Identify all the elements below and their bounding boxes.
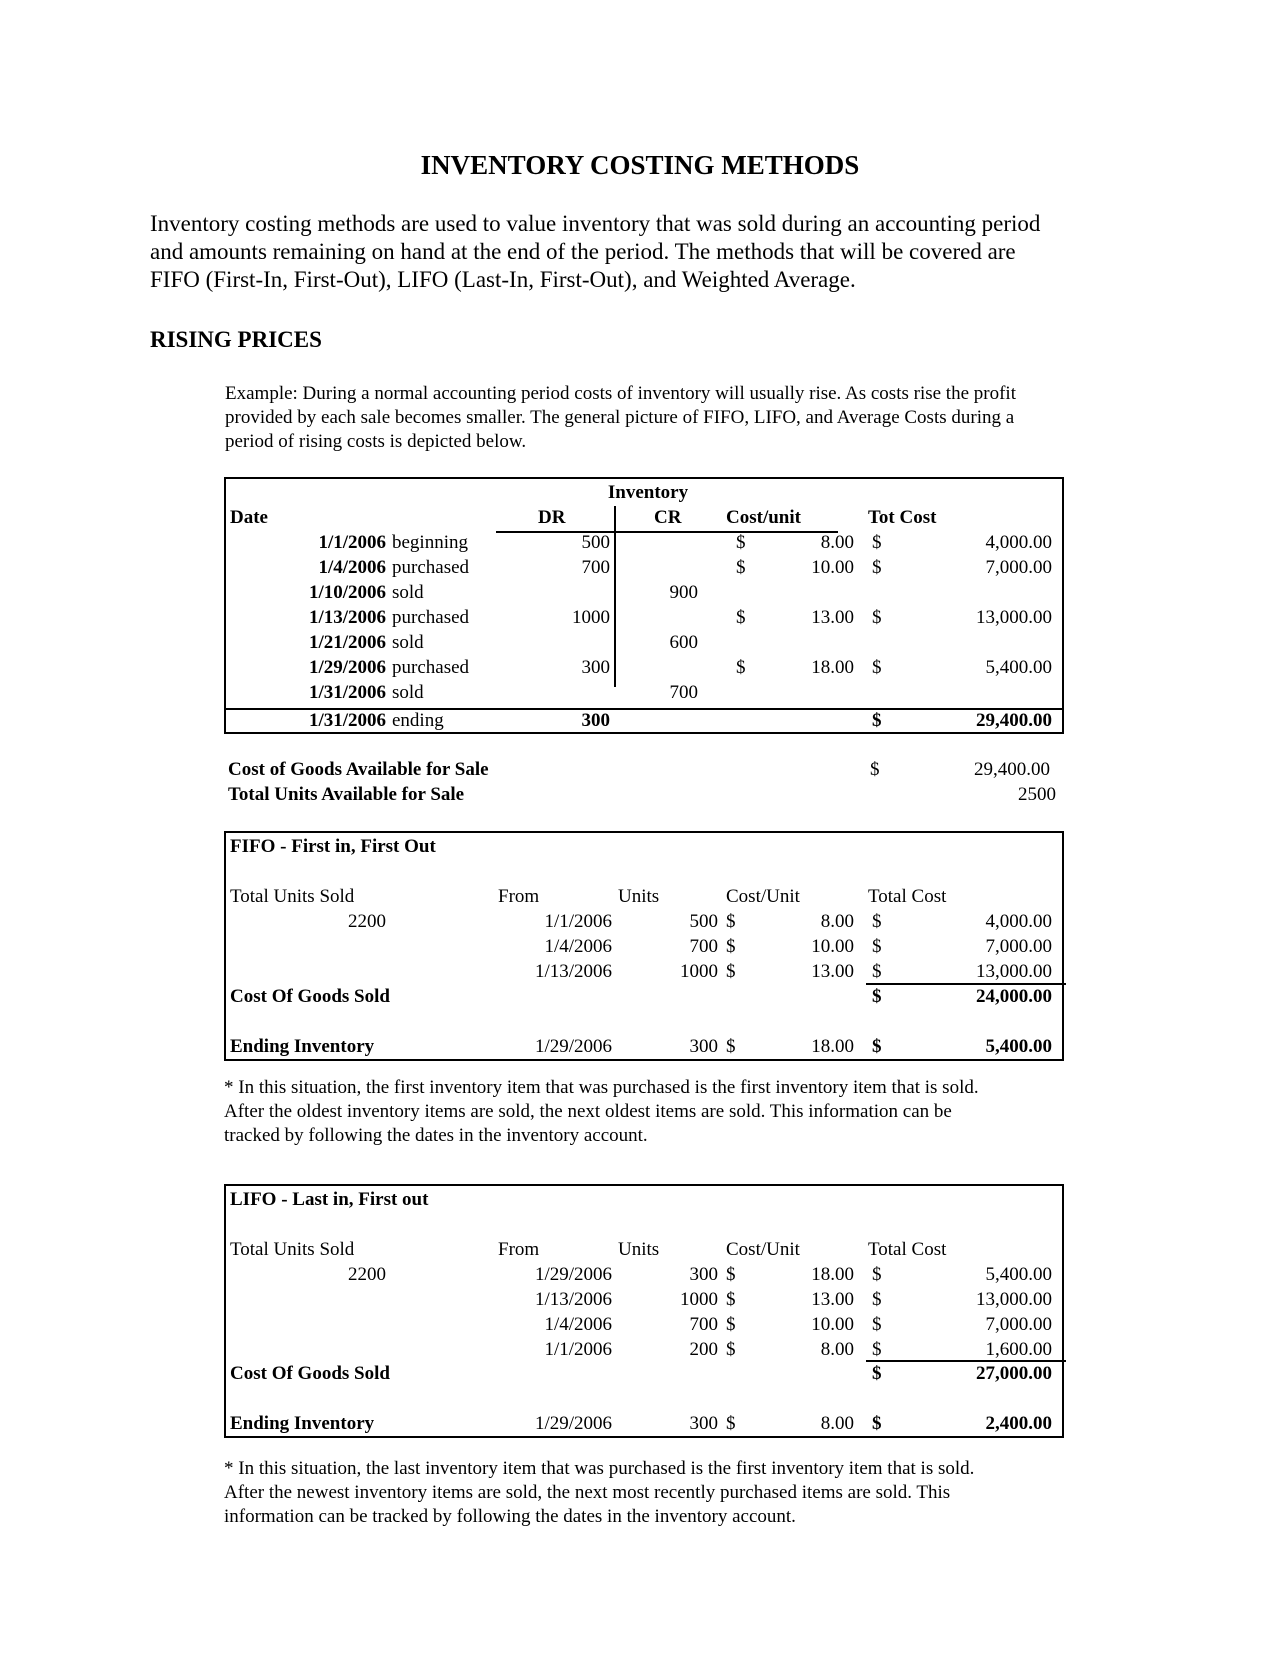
note-line: tracked by following the dates in the inventory account.	[224, 1125, 648, 1146]
cogs-value: 27,000.00	[976, 1363, 1052, 1384]
row-cost-currency: $	[726, 1339, 736, 1360]
row-total-currency: $	[872, 936, 882, 957]
lifo-note	[224, 1457, 1124, 1529]
cogas-currency: $	[870, 759, 880, 780]
ending-inventory-label: Ending Inventory	[230, 1036, 375, 1057]
row-cost-currency: $	[726, 1264, 736, 1285]
intro-line: Inventory costing methods are used to value inventory that was sold during an accounting period	[150, 211, 1041, 236]
units-available-value: 2500	[1018, 784, 1056, 805]
note-line: * In this situation, the first inventory item that was purchased is the first inventory item that is sold.	[224, 1077, 979, 1098]
row-total-currency: $	[872, 657, 882, 678]
inventory-group-header: Inventory	[607, 482, 689, 503]
cost-unit-header: Cost/Unit	[726, 886, 800, 907]
row-cost-per-unit: 13.00	[811, 961, 854, 982]
row-cost-currency: $	[736, 657, 746, 678]
row-cost-per-unit: 18.00	[811, 657, 854, 678]
row-total-cost: 1,600.00	[985, 1339, 1052, 1360]
row-total-cost: 13,000.00	[976, 961, 1052, 982]
row-total-cost: 13,000.00	[976, 1289, 1052, 1310]
row-description: purchased	[392, 657, 470, 678]
cogs-value: 24,000.00	[976, 986, 1052, 1007]
row-cost-per-unit: 8.00	[820, 911, 854, 932]
row-cost-currency: $	[736, 532, 746, 553]
fifo-title: FIFO - First in, First Out	[230, 836, 436, 857]
cost-unit-header: Cost/Unit	[726, 1239, 800, 1260]
cogs-label: Cost Of Goods Sold	[230, 986, 390, 1007]
example-paragraph	[225, 382, 1125, 454]
cogs-currency: $	[872, 1363, 882, 1384]
row-from-date: 1/13/2006	[534, 961, 612, 982]
note-line: After the oldest inventory items are sold, the next oldest items are sold. This information can be	[224, 1101, 952, 1122]
from-header: From	[498, 1239, 540, 1260]
row-total-cost: 4,000.00	[985, 911, 1052, 932]
row-cost-per-unit: 10.00	[811, 936, 854, 957]
ending-total: 2,400.00	[985, 1413, 1052, 1434]
row-date: 1/13/2006	[308, 607, 386, 628]
example-line: provided by each sale becomes smaller. The general picture of FIFO, LIFO, and Average Costs during a	[225, 407, 1015, 428]
row-units: 700	[689, 936, 718, 957]
example-line: period of rising costs is depicted below.	[225, 431, 527, 452]
ending-cost-currency: $	[726, 1413, 736, 1434]
fifo-table	[224, 831, 1064, 1061]
ending-total: 5,400.00	[985, 1036, 1052, 1057]
row-cost-per-unit: 13.00	[811, 1289, 854, 1310]
row-cost-per-unit: 8.00	[820, 532, 854, 553]
row-from-date: 1/4/2006	[544, 1314, 612, 1335]
fifo-note	[224, 1076, 1124, 1148]
note-line: After the newest inventory items are sold, the next most recently purchased items are sold. This	[224, 1482, 951, 1503]
row-cost-currency: $	[726, 1314, 736, 1335]
row-total-cost: 13,000.00	[976, 607, 1052, 628]
row-description: sold	[392, 632, 424, 653]
row-total-cost: 7,000.00	[985, 1314, 1052, 1335]
units-sold-value: 2200	[348, 1264, 386, 1285]
date-header: Date	[230, 507, 268, 528]
row-cost-currency: $	[726, 1289, 736, 1310]
row-cost-currency: $	[726, 911, 736, 932]
cost-unit-header: Cost/unit	[726, 507, 801, 528]
row-total-currency: $	[872, 1314, 882, 1335]
row-units: 1000	[680, 961, 718, 982]
row-credit: 900	[669, 582, 698, 603]
row-cost-per-unit: 18.00	[811, 1264, 854, 1285]
row-cost-currency: $	[726, 961, 736, 982]
row-description: purchased	[392, 607, 470, 628]
row-cost-currency: $	[726, 936, 736, 957]
ending-cost: 8.00	[820, 1413, 854, 1434]
row-date: 1/1/2006	[318, 532, 386, 553]
row-credit: 700	[669, 682, 698, 703]
intro-line: and amounts remaining on hand at the end of the period. The methods that will be covered are	[150, 239, 1016, 264]
row-date: 1/21/2006	[308, 632, 386, 653]
row-total-currency: $	[872, 607, 882, 628]
section-heading: RISING PRICES	[150, 327, 322, 352]
lifo-table	[224, 1184, 1064, 1438]
row-description: purchased	[392, 557, 470, 578]
ending-total-currency: $	[872, 1413, 882, 1434]
units-sold-header: Total Units Sold	[230, 886, 355, 907]
row-units: 1000	[680, 1289, 718, 1310]
row-description: beginning	[392, 532, 468, 553]
row-total-currency: $	[872, 1289, 882, 1310]
row-cost-currency: $	[736, 557, 746, 578]
cogas-label: Cost of Goods Available for Sale	[228, 759, 489, 780]
row-total-currency: $	[872, 911, 882, 932]
row-total-cost: 5,400.00	[985, 1264, 1052, 1285]
row-total-currency: $	[872, 1264, 882, 1285]
from-header: From	[498, 886, 540, 907]
cr-header: CR	[654, 507, 682, 528]
row-date: 1/31/2006	[308, 682, 386, 703]
row-units: 200	[689, 1339, 718, 1360]
row-total-currency: $	[872, 1339, 882, 1360]
ending-from: 1/29/2006	[534, 1036, 612, 1057]
intro-line: FIFO (First-In, First-Out), LIFO (Last-In, First-Out), and Weighted Average.	[150, 267, 856, 292]
row-from-date: 1/13/2006	[534, 1289, 612, 1310]
row-debit: 300	[581, 657, 610, 678]
total-cost-header: Total Cost	[868, 886, 947, 907]
row-cost-currency: $	[736, 607, 746, 628]
row-total-cost: 5,400.00	[985, 657, 1052, 678]
row-debit: 500	[581, 532, 610, 553]
row-units: 300	[689, 1264, 718, 1285]
row-total-cost: 29,400.00	[976, 710, 1052, 731]
ending-total-currency: $	[872, 1036, 882, 1057]
total-cost-header: Total Cost	[868, 1239, 947, 1260]
page-title: INVENTORY COSTING METHODS	[420, 150, 860, 180]
row-cost-per-unit: 8.00	[820, 1339, 854, 1360]
row-from-date: 1/29/2006	[534, 1264, 612, 1285]
dr-header: DR	[538, 507, 566, 528]
ending-units: 300	[689, 1036, 718, 1057]
intro-paragraph	[150, 210, 1150, 294]
cogs-label: Cost Of Goods Sold	[230, 1363, 390, 1384]
cogas-value: 29,400.00	[974, 759, 1050, 780]
units-header: Units	[618, 1239, 660, 1260]
ending-cost: 18.00	[811, 1036, 854, 1057]
example-line: Example: During a normal accounting period costs of inventory will usually rise. As costs rise the profit	[225, 383, 1016, 404]
row-debit: 1000	[572, 607, 610, 628]
row-debit: 700	[581, 557, 610, 578]
units-header: Units	[618, 886, 660, 907]
row-from-date: 1/1/2006	[544, 911, 612, 932]
row-total-currency: $	[872, 532, 882, 553]
row-total-currency: $	[872, 961, 882, 982]
tot-cost-header: Tot Cost	[868, 507, 937, 528]
row-total-cost: 4,000.00	[985, 532, 1052, 553]
row-date: 1/29/2006	[308, 657, 386, 678]
row-units: 700	[689, 1314, 718, 1335]
inventory-ledger-table	[224, 477, 1064, 734]
row-units: 500	[689, 911, 718, 932]
t-account-divider	[614, 506, 616, 687]
row-cost-per-unit: 13.00	[811, 607, 854, 628]
row-description: ending	[392, 710, 444, 731]
row-date: 1/10/2006	[308, 582, 386, 603]
row-cost-per-unit: 10.00	[811, 1314, 854, 1335]
ending-inventory-label: Ending Inventory	[230, 1413, 375, 1434]
row-description: sold	[392, 682, 424, 703]
row-from-date: 1/4/2006	[544, 936, 612, 957]
row-total-cost: 7,000.00	[985, 936, 1052, 957]
ending-cost-currency: $	[726, 1036, 736, 1057]
ending-from: 1/29/2006	[534, 1413, 612, 1434]
note-line: * In this situation, the last inventory item that was purchased is the first inventory item that is sold.	[224, 1458, 975, 1479]
row-debit: 300	[581, 710, 610, 731]
row-from-date: 1/1/2006	[544, 1339, 612, 1360]
row-total-currency: $	[872, 557, 882, 578]
units-sold-value: 2200	[348, 911, 386, 932]
row-total-currency: $	[872, 710, 882, 731]
units-sold-header: Total Units Sold	[230, 1239, 355, 1260]
row-total-cost: 7,000.00	[985, 557, 1052, 578]
row-description: sold	[392, 582, 424, 603]
note-line: information can be tracked by following the dates in the inventory account.	[224, 1506, 796, 1527]
cogs-currency: $	[872, 986, 882, 1007]
row-cost-per-unit: 10.00	[811, 557, 854, 578]
units-available-label: Total Units Available for Sale	[228, 784, 465, 805]
row-credit: 600	[669, 632, 698, 653]
row-date: 1/4/2006	[318, 557, 386, 578]
ending-units: 300	[689, 1413, 718, 1434]
row-date: 1/31/2006	[308, 710, 386, 731]
lifo-title: LIFO - Last in, First out	[230, 1189, 429, 1210]
